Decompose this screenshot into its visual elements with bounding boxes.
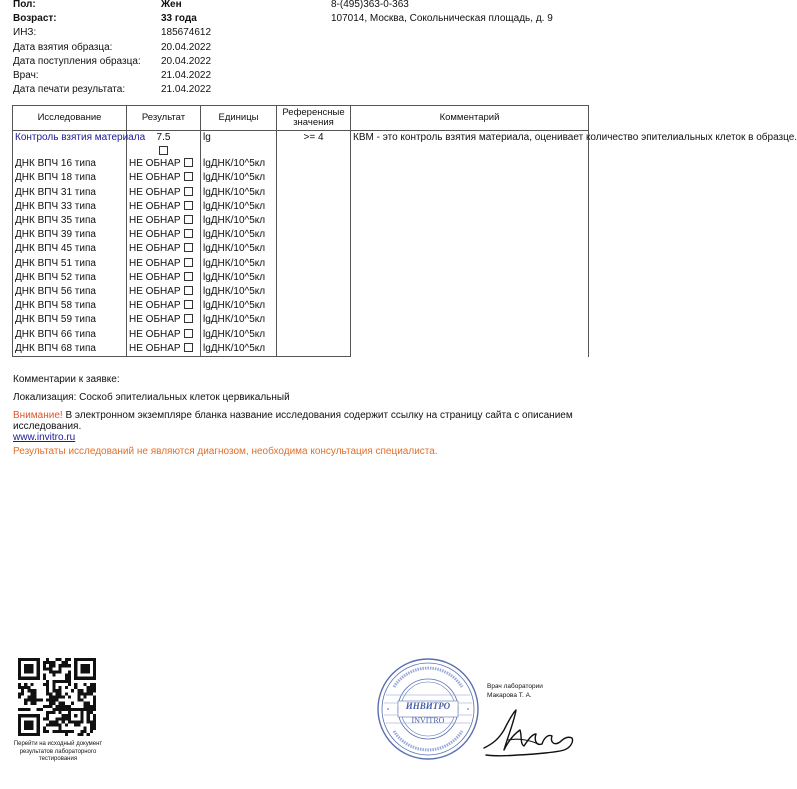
test-units: lgДНК/10^5кл xyxy=(201,328,277,342)
patient-info-value: 20.04.2022 xyxy=(161,55,212,67)
test-units: lgДНК/10^5кл xyxy=(201,228,277,242)
lab-address: 107014, Москва, Сокольническая площадь, д. 9 xyxy=(331,13,553,25)
patient-info-value: 33 года xyxy=(161,13,197,25)
test-name[interactable]: ДНК ВПЧ 16 типа xyxy=(13,157,127,171)
warning-note xyxy=(13,410,593,432)
lab-phone: 8-(495)363-0-363 xyxy=(331,0,409,10)
test-units: lgДНК/10^5кл xyxy=(201,299,277,313)
test-ref xyxy=(277,214,351,228)
warning-text: В электронном экземпляре бланка название исследования содержит ссылку на страницу сайта с описанием исследования. xyxy=(13,410,573,432)
stamp-brand-ru: ИНВИТРО xyxy=(405,701,451,711)
result-checkbox[interactable] xyxy=(184,343,193,352)
disclaimer: Результаты исследований не являются диагнозом, необходима консультация специалиста. xyxy=(13,446,438,457)
doctor-info xyxy=(487,682,543,700)
test-ref xyxy=(277,157,351,171)
test-ref xyxy=(277,257,351,271)
result-checkbox[interactable] xyxy=(184,158,193,167)
test-units: lgДНК/10^5кл xyxy=(201,257,277,271)
invitro-link[interactable]: www.invitro.ru xyxy=(13,432,76,443)
test-ref xyxy=(277,186,351,200)
result-checkbox[interactable] xyxy=(184,243,193,252)
header-result: Результат xyxy=(127,106,201,131)
header-ref: Референсные значения xyxy=(277,106,351,131)
qr-caption: Перейти на исходный документ результатов лабораторного тестирования xyxy=(13,741,103,762)
signature xyxy=(478,700,590,762)
test-name[interactable]: ДНК ВПЧ 51 типа xyxy=(13,257,127,271)
header-units: Единицы xyxy=(201,106,277,131)
test-name[interactable]: ДНК ВПЧ 68 типа xyxy=(13,342,127,357)
doctor-name: Макарова Т. А. xyxy=(487,692,532,699)
test-name[interactable]: ДНК ВПЧ 52 типа xyxy=(13,271,127,285)
results-table xyxy=(12,105,797,357)
test-ref xyxy=(277,342,351,357)
test-name[interactable]: ДНК ВПЧ 31 типа xyxy=(13,186,127,200)
patient-info-value: 21.04.2022 xyxy=(161,69,212,81)
kvm-name[interactable]: Контроль взятия материала xyxy=(13,131,127,156)
test-name[interactable]: ДНК ВПЧ 18 типа xyxy=(13,171,127,185)
result-checkbox[interactable] xyxy=(184,329,193,338)
test-units: lgДНК/10^5кл xyxy=(201,157,277,171)
test-result: НЕ ОБНАР xyxy=(129,271,181,283)
lab-stamp-seal xyxy=(376,657,480,761)
test-result: НЕ ОБНАР xyxy=(129,243,181,255)
qr-code[interactable] xyxy=(18,658,96,736)
test-ref xyxy=(277,328,351,342)
test-units: lgДНК/10^5кл xyxy=(201,285,277,299)
patient-info-value: Жен xyxy=(161,0,182,10)
patient-info-label: ИНЗ: xyxy=(13,27,37,39)
test-ref xyxy=(277,228,351,242)
test-result: НЕ ОБНАР xyxy=(129,328,181,340)
localization: Локализация: Соскоб эпителиальных клеток цервикальный xyxy=(13,392,290,403)
patient-info-row xyxy=(13,26,333,40)
test-result: НЕ ОБНАР xyxy=(129,229,181,241)
doctor-title: Врач лаборатории xyxy=(487,683,543,690)
test-result: НЕ ОБНАР xyxy=(129,300,181,312)
patient-info-label: Дата поступления образца: xyxy=(13,55,141,67)
patient-info-row xyxy=(13,12,333,26)
kvm-ref: >= 4 xyxy=(277,131,351,156)
test-result: НЕ ОБНАР xyxy=(129,257,181,269)
stamp-brand-en: INVITRO xyxy=(411,716,445,725)
order-comments: Комментарии к заявке: xyxy=(13,374,120,385)
test-units: lgДНК/10^5кл xyxy=(201,242,277,256)
patient-info-row xyxy=(13,69,333,83)
result-checkbox[interactable] xyxy=(184,272,193,281)
test-ref xyxy=(277,299,351,313)
patient-info-value: 185674612 xyxy=(161,27,212,39)
result-checkbox[interactable] xyxy=(184,229,193,238)
kvm-units: lg xyxy=(201,131,277,156)
patient-info-row xyxy=(13,41,333,55)
patient-info-label: Пол: xyxy=(13,0,36,10)
test-units: lgДНК/10^5кл xyxy=(201,313,277,327)
test-result: НЕ ОБНАР xyxy=(129,186,181,198)
result-checkbox[interactable] xyxy=(184,215,193,224)
test-result: НЕ ОБНАР xyxy=(129,342,181,354)
test-units: lgДНК/10^5кл xyxy=(201,186,277,200)
test-result: НЕ ОБНАР xyxy=(129,172,181,184)
test-ref xyxy=(277,200,351,214)
test-name[interactable]: ДНК ВПЧ 56 типа xyxy=(13,285,127,299)
test-ref xyxy=(277,285,351,299)
kvm-comment: КВМ - это контроль взятия материала, оценивает количество эпителиальных клеток в образце. xyxy=(351,131,589,357)
test-ref xyxy=(277,271,351,285)
table-header-row xyxy=(13,106,589,131)
patient-info xyxy=(13,0,333,97)
test-units: lgДНК/10^5кл xyxy=(201,171,277,185)
test-name[interactable]: ДНК ВПЧ 33 типа xyxy=(13,200,127,214)
patient-info-label: Возраст: xyxy=(13,13,57,25)
patient-info-row xyxy=(13,0,333,12)
result-checkbox[interactable] xyxy=(184,300,193,309)
test-units: lgДНК/10^5кл xyxy=(201,271,277,285)
test-result: НЕ ОБНАР xyxy=(129,215,181,227)
test-result: НЕ ОБНАР xyxy=(129,200,181,212)
test-result: НЕ ОБНАР xyxy=(129,286,181,298)
kvm-result: 7.5 xyxy=(156,132,171,143)
patient-info-row xyxy=(13,55,333,69)
result-checkbox[interactable] xyxy=(184,314,193,323)
test-name[interactable]: ДНК ВПЧ 59 типа xyxy=(13,313,127,327)
warning-label: Внимание! xyxy=(13,410,63,421)
test-units: lgДНК/10^5кл xyxy=(201,200,277,214)
test-ref xyxy=(277,171,351,185)
header-test: Исследование xyxy=(13,106,127,131)
patient-info-label: Дата печати результата: xyxy=(13,84,126,96)
test-name[interactable]: ДНК ВПЧ 39 типа xyxy=(13,228,127,242)
test-ref xyxy=(277,313,351,327)
result-checkbox[interactable] xyxy=(184,286,193,295)
test-result: НЕ ОБНАР xyxy=(129,158,181,170)
test-result: НЕ ОБНАР xyxy=(129,314,181,326)
test-name[interactable]: ДНК ВПЧ 66 типа xyxy=(13,328,127,342)
patient-info-value: 21.04.2022 xyxy=(161,84,212,96)
patient-info-value: 20.04.2022 xyxy=(161,41,212,53)
test-name[interactable]: ДНК ВПЧ 58 типа xyxy=(13,299,127,313)
result-checkbox[interactable] xyxy=(184,187,193,196)
test-name[interactable]: ДНК ВПЧ 35 типа xyxy=(13,214,127,228)
test-units: lgДНК/10^5кл xyxy=(201,214,277,228)
test-name[interactable]: ДНК ВПЧ 45 типа xyxy=(13,242,127,256)
lab-info xyxy=(331,0,553,26)
test-ref xyxy=(277,242,351,256)
test-units: lgДНК/10^5кл xyxy=(201,342,277,357)
patient-info-label: Врач: xyxy=(13,69,39,81)
result-checkbox[interactable] xyxy=(184,201,193,210)
header-comment: Комментарий xyxy=(351,106,589,131)
table-row-kvm xyxy=(13,131,589,156)
patient-info-row xyxy=(13,83,333,97)
result-checkbox[interactable] xyxy=(184,258,193,267)
patient-info-label: Дата взятия образца: xyxy=(13,41,113,53)
kvm-checkbox[interactable] xyxy=(159,146,168,155)
result-checkbox[interactable] xyxy=(184,172,193,181)
